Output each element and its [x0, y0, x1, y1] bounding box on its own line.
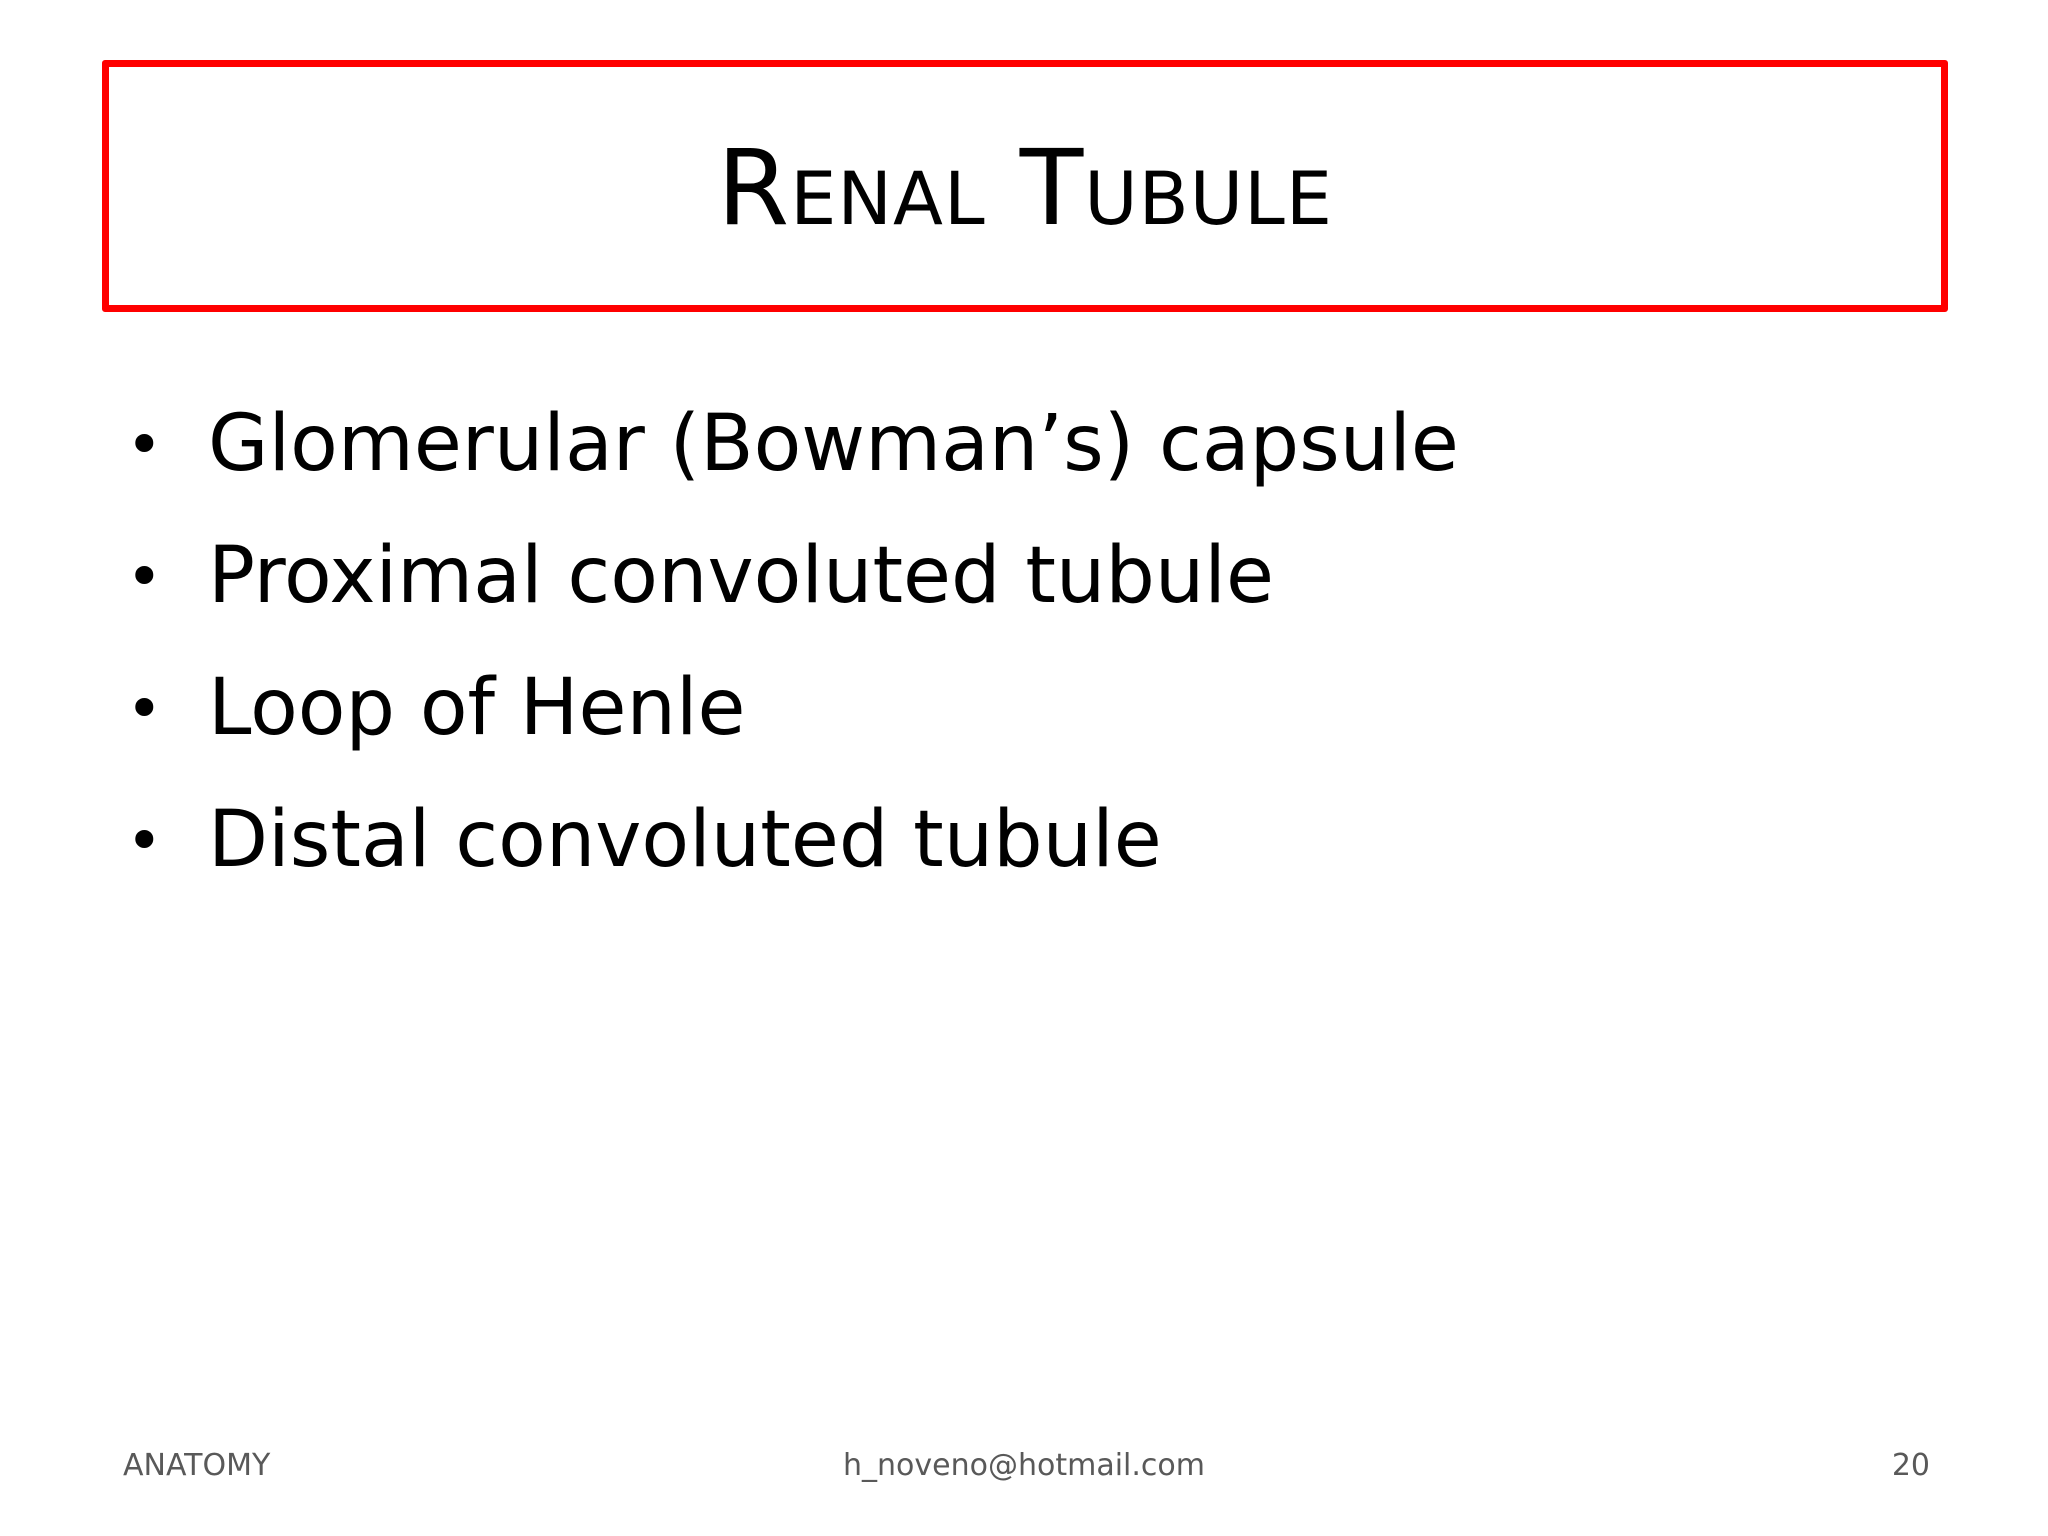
- bullet-text: Loop of Henle: [208, 663, 746, 753]
- list-item: [120, 378, 1459, 510]
- footer-left-text: ANATOMY: [123, 1448, 271, 1483]
- list-item: [120, 510, 1459, 642]
- bullet-list: [120, 378, 1459, 906]
- page-number: 20: [1891, 1448, 1930, 1483]
- list-item: [120, 642, 1459, 774]
- bullet-icon: •: [126, 671, 163, 745]
- bullet-icon: •: [126, 539, 163, 613]
- slide-title: Renal Tubule: [717, 127, 1333, 249]
- title-box: [102, 60, 1948, 312]
- bullet-text: Glomerular (Bowman’s) capsule: [208, 399, 1459, 489]
- list-item: [120, 774, 1459, 906]
- footer-email: h_noveno@hotmail.com: [843, 1448, 1205, 1483]
- bullet-icon: •: [126, 407, 163, 481]
- bullet-text: Proximal convoluted tubule: [208, 531, 1274, 621]
- bullet-text: Distal convoluted tubule: [208, 795, 1162, 885]
- bullet-icon: •: [126, 803, 163, 877]
